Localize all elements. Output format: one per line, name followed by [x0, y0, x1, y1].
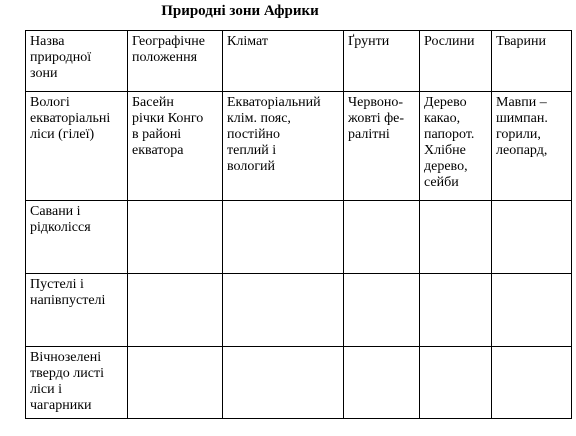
table-cell-empty — [420, 347, 492, 419]
table-row — [26, 347, 572, 419]
table-cell: Басейн річки Конго в районі екватора — [128, 92, 223, 201]
table-cell: Мавпи – шимпан. горили, леопард, — [492, 92, 572, 201]
header-cell-climate: Клімат — [223, 31, 344, 92]
table-cell-empty — [420, 274, 492, 347]
table-cell: Червоно- жовті фе- ралітні — [344, 92, 420, 201]
table-cell: Екваторіальний клім. пояс, постійно теплий і вологий — [223, 92, 344, 201]
header-cell-soils: Ґрунти — [344, 31, 420, 92]
table-cell-empty — [492, 201, 572, 274]
header-cell-zone-name: Назва природної зони — [26, 31, 128, 92]
table-cell: Дерево какао, папорот. Хлібне дерево, сейби — [420, 92, 492, 201]
table-header-row — [26, 31, 572, 92]
header-cell-plants: Рослини — [420, 31, 492, 92]
table-cell-empty — [128, 274, 223, 347]
table-row — [26, 201, 572, 274]
table-row — [26, 274, 572, 347]
document-title: Природні зони Африки — [161, 3, 319, 19]
table-cell-empty — [128, 347, 223, 419]
table-cell-empty — [420, 201, 492, 274]
table-cell-empty — [344, 274, 420, 347]
header-cell-location: Географічне положення — [128, 31, 223, 92]
table-row — [26, 92, 572, 201]
header-cell-animals: Тварини — [492, 31, 572, 92]
table-cell: Вологі екваторіальні ліси (гілеї) — [26, 92, 128, 201]
table-cell-empty — [223, 274, 344, 347]
table-cell-empty — [223, 347, 344, 419]
table-cell: Савани і рідколісся — [26, 201, 128, 274]
table-cell-empty — [344, 201, 420, 274]
table-cell-empty — [492, 274, 572, 347]
table-cell: Вічнозелені твердо листі ліси і чагарники — [26, 347, 128, 419]
africa-zones-table — [25, 30, 572, 419]
table-cell: Пустелі і напівпустелі — [26, 274, 128, 347]
table-cell-empty — [223, 201, 344, 274]
table-cell-empty — [492, 347, 572, 419]
table-cell-empty — [128, 201, 223, 274]
table-cell-empty — [344, 347, 420, 419]
